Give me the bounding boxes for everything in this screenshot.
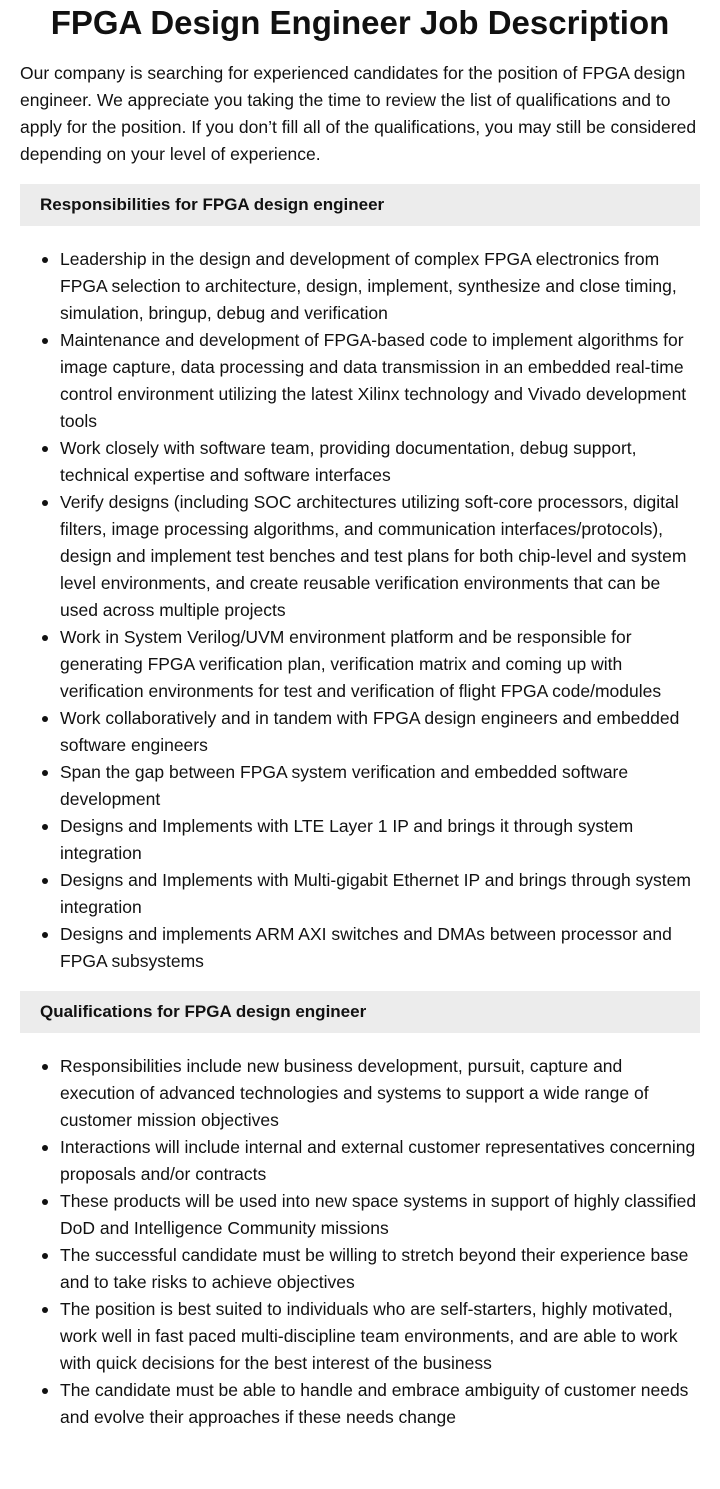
list-item [40, 327, 700, 435]
bullet-icon [42, 257, 48, 263]
list-item-text: Responsibilities include new business development, pursuit, capture and execution of advanced technologies and systems to support a wide range of customer mission objectives [60, 1056, 649, 1130]
qualifications-heading-text: Qualifications for FPGA design engineer [40, 1002, 367, 1021]
bullet-icon [42, 716, 48, 722]
list-item-text: Work collaboratively and in tandem with FPGA design engineers and embedded software engineers [60, 708, 680, 755]
responsibilities-heading [20, 184, 700, 226]
list-item-text: Span the gap between FPGA system verification and embedded software development [60, 762, 629, 809]
bullet-icon [42, 1307, 48, 1313]
qualifications-list [20, 1053, 700, 1431]
list-item-text: These products will be used into new space systems in support of highly classified DoD and Intelligence Community missions [60, 1191, 697, 1238]
list-item-text: Leadership in the design and development of complex FPGA electronics from FPGA selection to architecture, design, implement, synthesize and close timing, simulation, bringup, debug and verification [60, 249, 677, 323]
page-title: FPGA Design Engineer Job Description [50, 4, 670, 41]
list-item [40, 705, 700, 759]
list-item [40, 1134, 700, 1188]
bullet-icon [42, 1145, 48, 1151]
list-item [40, 1188, 700, 1242]
responsibilities-heading-text: Responsibilities for FPGA design engineer [40, 195, 385, 214]
bullet-icon [42, 1199, 48, 1205]
list-item [40, 489, 700, 624]
bullet-icon [42, 1388, 48, 1394]
list-item-text: Designs and Implements with LTE Layer 1 IP and brings it through system integration [60, 816, 634, 863]
list-item-text: The position is best suited to individuals who are self-starters, highly motivated, work well in fast paced multi-discipline team environments, and are able to work with quick decisions for the best interest of the business [60, 1299, 678, 1373]
list-item [40, 246, 700, 327]
bullet-icon [42, 770, 48, 776]
list-item [40, 867, 700, 921]
list-item [40, 813, 700, 867]
list-item-text: Maintenance and development of FPGA-based code to implement algorithms for image capture, data processing and data transmission in an embedded real-time control environment utilizing the latest Xilinx technology and Vivado development tools [60, 330, 687, 431]
bullet-icon [42, 932, 48, 938]
bullet-icon [42, 500, 48, 506]
list-item-text: The successful candidate must be willing to stretch beyond their experience base and to take risks to achieve objectives [60, 1245, 689, 1292]
list-item [40, 759, 700, 813]
intro-paragraph: Our company is searching for experienced candidates for the position of FPGA design engineer. We appreciate you taking the time to review the list of qualifications and to apply for the position. If you don’t fill all of the qualifications, you may still be considered depending on your level of experience. [20, 63, 697, 164]
list-item [40, 1377, 700, 1431]
list-item [40, 624, 700, 705]
bullet-icon [42, 824, 48, 830]
bullet-icon [42, 635, 48, 641]
bullet-icon [42, 1253, 48, 1259]
responsibilities-list [20, 246, 700, 975]
list-item-text: Designs and implements ARM AXI switches and DMAs between processor and FPGA subsystems [60, 924, 672, 971]
bullet-icon [42, 1064, 48, 1070]
list-item [40, 435, 700, 489]
bullet-icon [42, 878, 48, 884]
qualifications-heading [20, 991, 700, 1033]
list-item-text: The candidate must be able to handle and embrace ambiguity of customer needs and evolve their approaches if these needs change [60, 1380, 689, 1427]
list-item [40, 921, 700, 975]
list-item [40, 1296, 700, 1377]
list-item-text: Verify designs (including SOC architectures utilizing soft-core processors, digital filters, image processing algorithms, and communication interfaces/protocols), design and implement test benches and test plans for both chip-level and system level environments, and create reusable verification environments that can be used across multiple projects [60, 492, 687, 620]
bullet-icon [42, 338, 48, 344]
list-item [40, 1053, 700, 1134]
list-item-text: Interactions will include internal and external customer representatives concerning proposals and/or contracts [60, 1137, 696, 1184]
list-item [40, 1242, 700, 1296]
list-item-text: Designs and Implements with Multi-gigabit Ethernet IP and brings through system integration [60, 870, 691, 917]
bullet-icon [42, 446, 48, 452]
list-item-text: Work in System Verilog/UVM environment platform and be responsible for generating FPGA verification plan, verification matrix and coming up with verification environments for test and verification of flight FPGA code/modules [60, 627, 662, 701]
list-item-text: Work closely with software team, providing documentation, debug support, technical expertise and software interfaces [60, 438, 637, 485]
